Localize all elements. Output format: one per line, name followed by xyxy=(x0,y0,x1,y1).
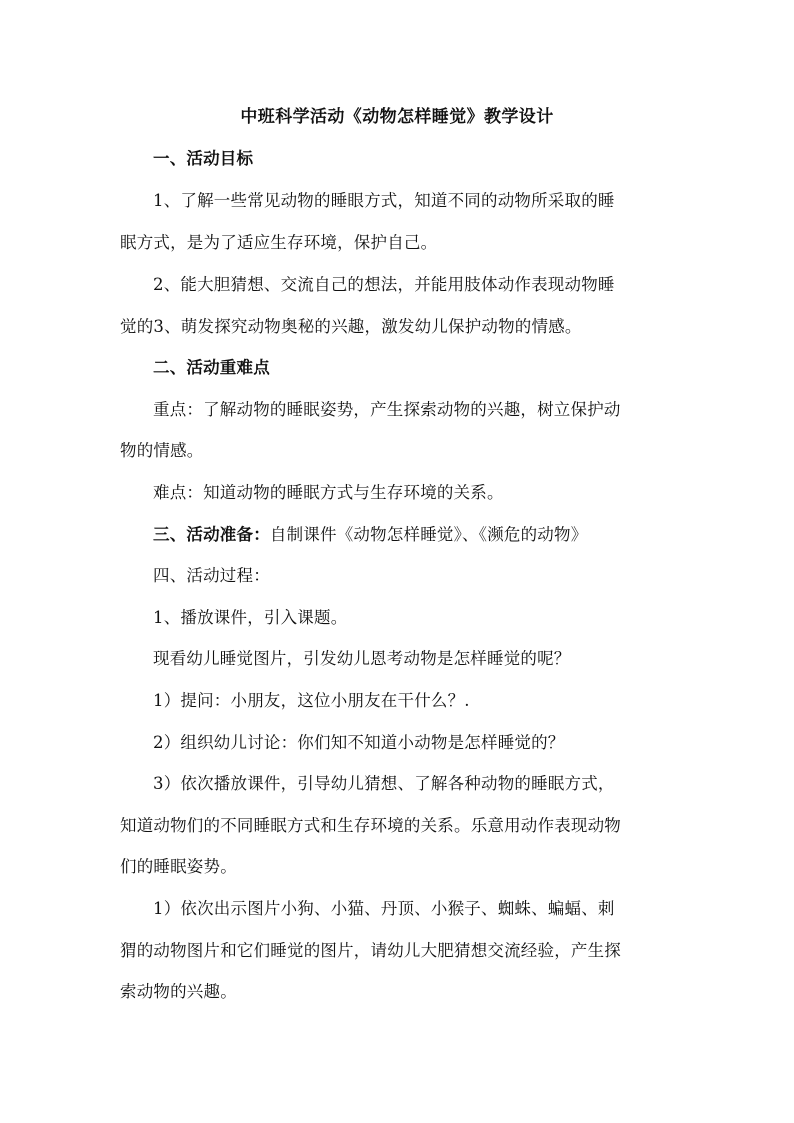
question-2: 2）组织幼儿讨论：你们知不知道小动物是怎样睡觉的？ xyxy=(153,733,565,752)
question-3-line-2: 知道动物们的不同睡眠方式和生存环境的关系。乐意用动作表现动物 xyxy=(120,816,621,835)
focus-point-line-1: 重点：了解动物的睡眠姿势，产生探索动物的兴趣，树立保护动 xyxy=(153,400,621,419)
section-key-points-heading: 二、活动重难点 xyxy=(153,358,270,377)
question-4-line-1: 1）依次出示图片小狗、小猫、丹顶、小猴子、蜘蛛、蝙蝠、刺 xyxy=(153,899,615,918)
difficulty-point: 难点：知道动物的睡眠方式与生存环境的关系。 xyxy=(153,483,504,502)
document-title: 中班科学活动《动物怎样睡觉》教学设计 xyxy=(240,107,554,127)
question-4-line-3: 索动物的兴趣。 xyxy=(120,982,237,1001)
focus-point-line-2: 物的情感。 xyxy=(120,441,204,460)
question-3-line-3: 们的睡眠姿势。 xyxy=(120,857,237,876)
question-1: 1）提问：小朋友，这位小朋友在干什么？. xyxy=(153,691,470,710)
section-goals-heading: 一、活动目标 xyxy=(153,149,254,168)
section-preparation-heading: 三、活动准备： xyxy=(153,525,270,544)
process-step-1-description: 现看幼儿睡觉图片，引发幼儿恩考动物是怎样睡觉的呢？ xyxy=(153,649,571,668)
question-4-line-2: 猬的动物图片和它们睡觉的图片，请幼儿大肥猜想交流经验，产生探 xyxy=(120,941,621,960)
goal-item-2-line-1: 2、能大胆猜想、交流自己的想法，并能用肢体动作表现动物睡 xyxy=(153,275,615,294)
goal-item-2-line-2: 觉的3、萌发探究动物奥秘的兴趣，激发幼儿保护动物的情感。 xyxy=(120,317,582,336)
preparation-content: 自制课件《动物怎样睡觉》、《濒危的动物》 xyxy=(269,525,588,544)
section-process-heading: 四、活动过程： xyxy=(153,566,270,585)
goal-item-1-line-2: 眠方式，是为了适应生存环境，保护自己。 xyxy=(120,233,438,252)
question-3-line-1: 3）依次播放课件，引导幼儿猜想、了解各种动物的睡眠方式， xyxy=(153,774,615,793)
process-step-1: 1、播放课件，引入课题。 xyxy=(153,608,348,627)
goal-item-1-line-1: 1、了解一些常见动物的睡眼方式，知道不同的动物所采取的睡 xyxy=(153,191,615,210)
section-preparation xyxy=(153,524,713,546)
